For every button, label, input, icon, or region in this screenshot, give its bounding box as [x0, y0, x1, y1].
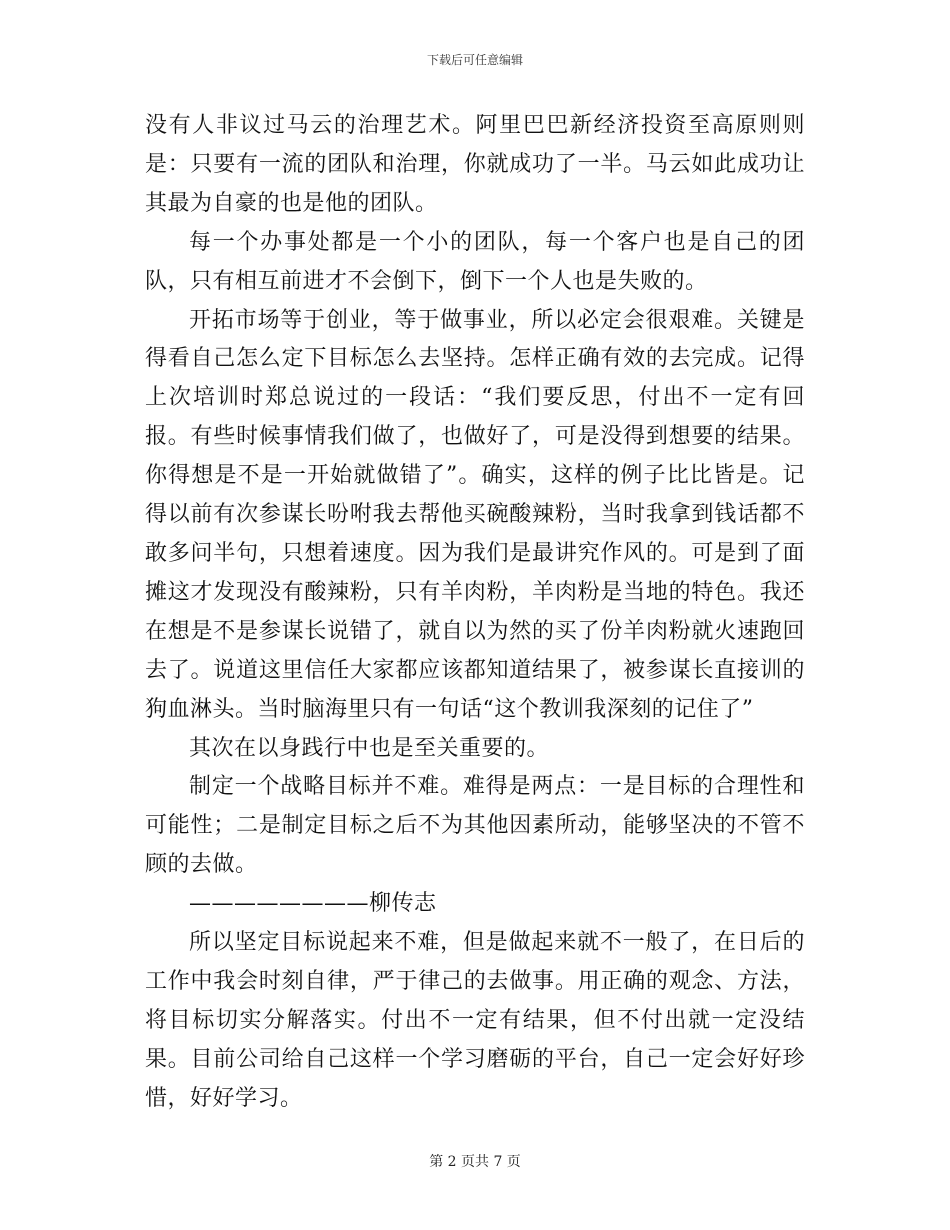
page-header: 下载后可任意编辑 — [426, 53, 523, 67]
page-number: 第 2 页共 7 页 — [429, 1154, 521, 1170]
paragraph-3: 开拓市场等于创业，等于做事业，所以必定会很艰难。关键是得看自己怎么定下目标怎么去坚持。怎样正确有效的去完成。记得上次培训时郑总说过的一段话：“我们要反思，付出不一定有回报。有些时候事情我们做了，也做好了，可是没得到想要的结果。你得想是不是一开始就做错了”。确实，这样的例子比比皆是。记得以前有次参谋长吩咐我去帮他买碗酸辣粉，当时我拿到钱话都不敢多问半句，只想着速度。因为我们是最讲究作风的。可是到了面摊这才发现没有酸辣粉，只有羊肉粉，羊肉粉是当地的特色。我还在想是不是参谋长说错了，就自以为然的买了份羊肉粉就火速跑回去了。说道这里信任大家都应该都知道结果了，被参谋长直接训的狗血淋头。当时脑海里只有一句话“这个教训我深刻的记住了” — [145, 307, 805, 722]
paragraph-1: 没有人非议过马云的治理艺术。阿里巴巴新经济投资至高原则则是：只要有一流的团队和治理，你就成功了一半。马云如此成功让其最为自豪的也是他的团队。 — [145, 113, 805, 216]
quote-attribution: ————————柳传志 — [189, 891, 437, 917]
paragraph-2: 每一个办事处都是一个小的团队，每一个客户也是自己的团队，只有相互前进才不会倒下，倒下一个人也是失败的。 — [145, 229, 805, 294]
body-text — [145, 107, 805, 1119]
paragraph-4: 其次在以身践行中也是至关重要的。 — [189, 735, 550, 761]
paragraph-6: 所以坚定目标说起来不难，但是做起来就不一般了，在日后的工作中我会时刻自律，严于律己的去做事。用正确的观念、方法，将目标切实分解落实。付出不一定有结果，但不付出就一定没结果。目前公司给自己这样一个学习磨砺的平台，自己一定会好好珍惜，好好学习。 — [145, 930, 805, 1111]
paragraph-5: 制定一个战略目标并不难。难得是两点：一是目标的合理性和可能性；二是制定目标之后不为其他因素所动，能够坚决的不管不顾的去做。 — [145, 774, 805, 878]
